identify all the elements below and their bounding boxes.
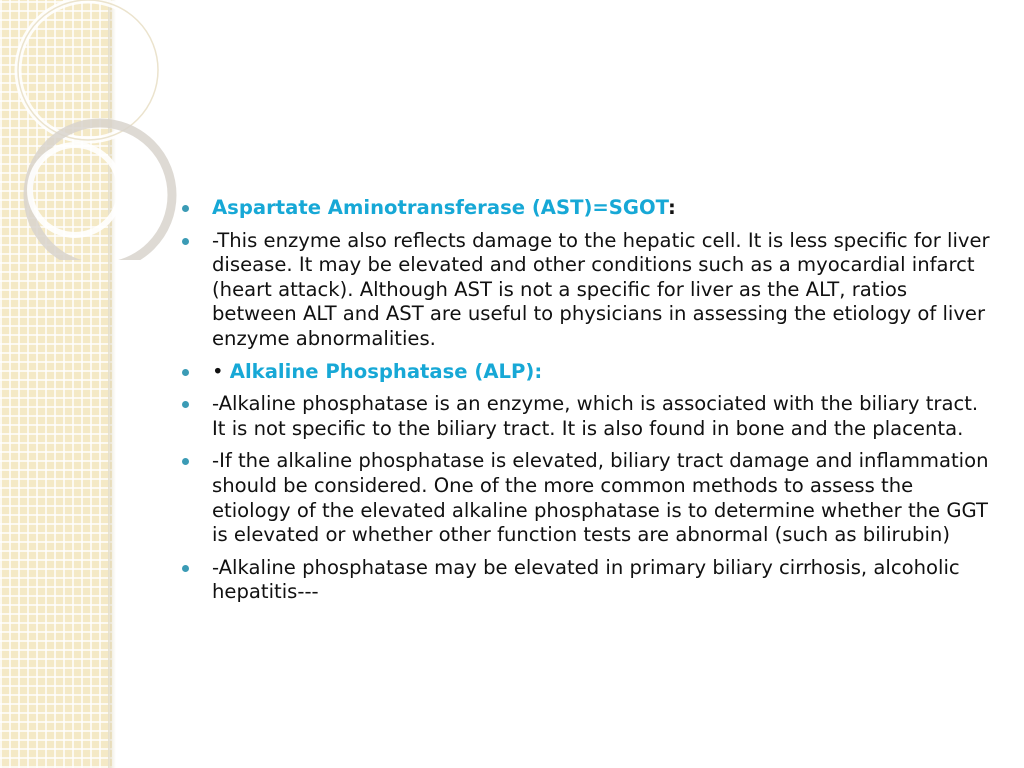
- ast-description: -This enzyme also reflects damage to the hepatic cell. It is less specific for liver disease. It may be elevated and other conditions such as a myocardial infarct (heart attack). Although AST is not a specific for liver as the ALT, ratios between ALT and AST are useful to physicians in assessing the etiology of liver enzyme abnormalities.: [212, 228, 990, 350]
- list-item: [182, 392, 994, 441]
- ast-heading-colon: :: [667, 196, 676, 219]
- alp-elevated-description: -If the alkaline phosphatase is elevated, biliary tract damage and inflammation should be considered. One of the more common methods to assess the etiology of the elevated alkaline phosphatase is to determine whether the GGT is elevated or whether other function tests are abnormal (such as bilirubin): [212, 449, 989, 547]
- list-item: [182, 360, 994, 385]
- bullet-dot-icon: [182, 369, 189, 376]
- slide-body: [182, 196, 994, 613]
- decorative-ring-middle: [28, 123, 172, 260]
- bullet-dot-icon: [182, 401, 189, 408]
- alp-prefix: •: [212, 359, 230, 383]
- bullet-dot-icon: [182, 458, 189, 465]
- alp-conditions-description: -Alkaline phosphatase may be elevated in primary biliary cirrhosis, alcoholic hepatitis---: [212, 555, 960, 604]
- list-item: [182, 196, 994, 221]
- list-item: [182, 449, 994, 547]
- list-item: [182, 556, 994, 605]
- alp-description: -Alkaline phosphatase is an enzyme, which is associated with the biliary tract. It is not specific to the biliary tract. It is also found in bone and the placenta.: [212, 392, 979, 440]
- decorative-ring-small: [30, 145, 120, 235]
- bullet-dot-icon: [182, 565, 189, 572]
- bullet-dot-icon: [182, 205, 189, 212]
- alp-heading: Alkaline Phosphatase (ALP):: [229, 359, 543, 383]
- decorative-ring-top-inner: [18, 0, 158, 140]
- decorative-rings: [0, 0, 200, 260]
- ast-heading: Aspartate Aminotransferase (AST)=SGOT: [212, 196, 668, 219]
- bullet-dot-icon: [182, 238, 189, 245]
- list-item: [182, 229, 994, 352]
- bullet-list: [182, 196, 994, 605]
